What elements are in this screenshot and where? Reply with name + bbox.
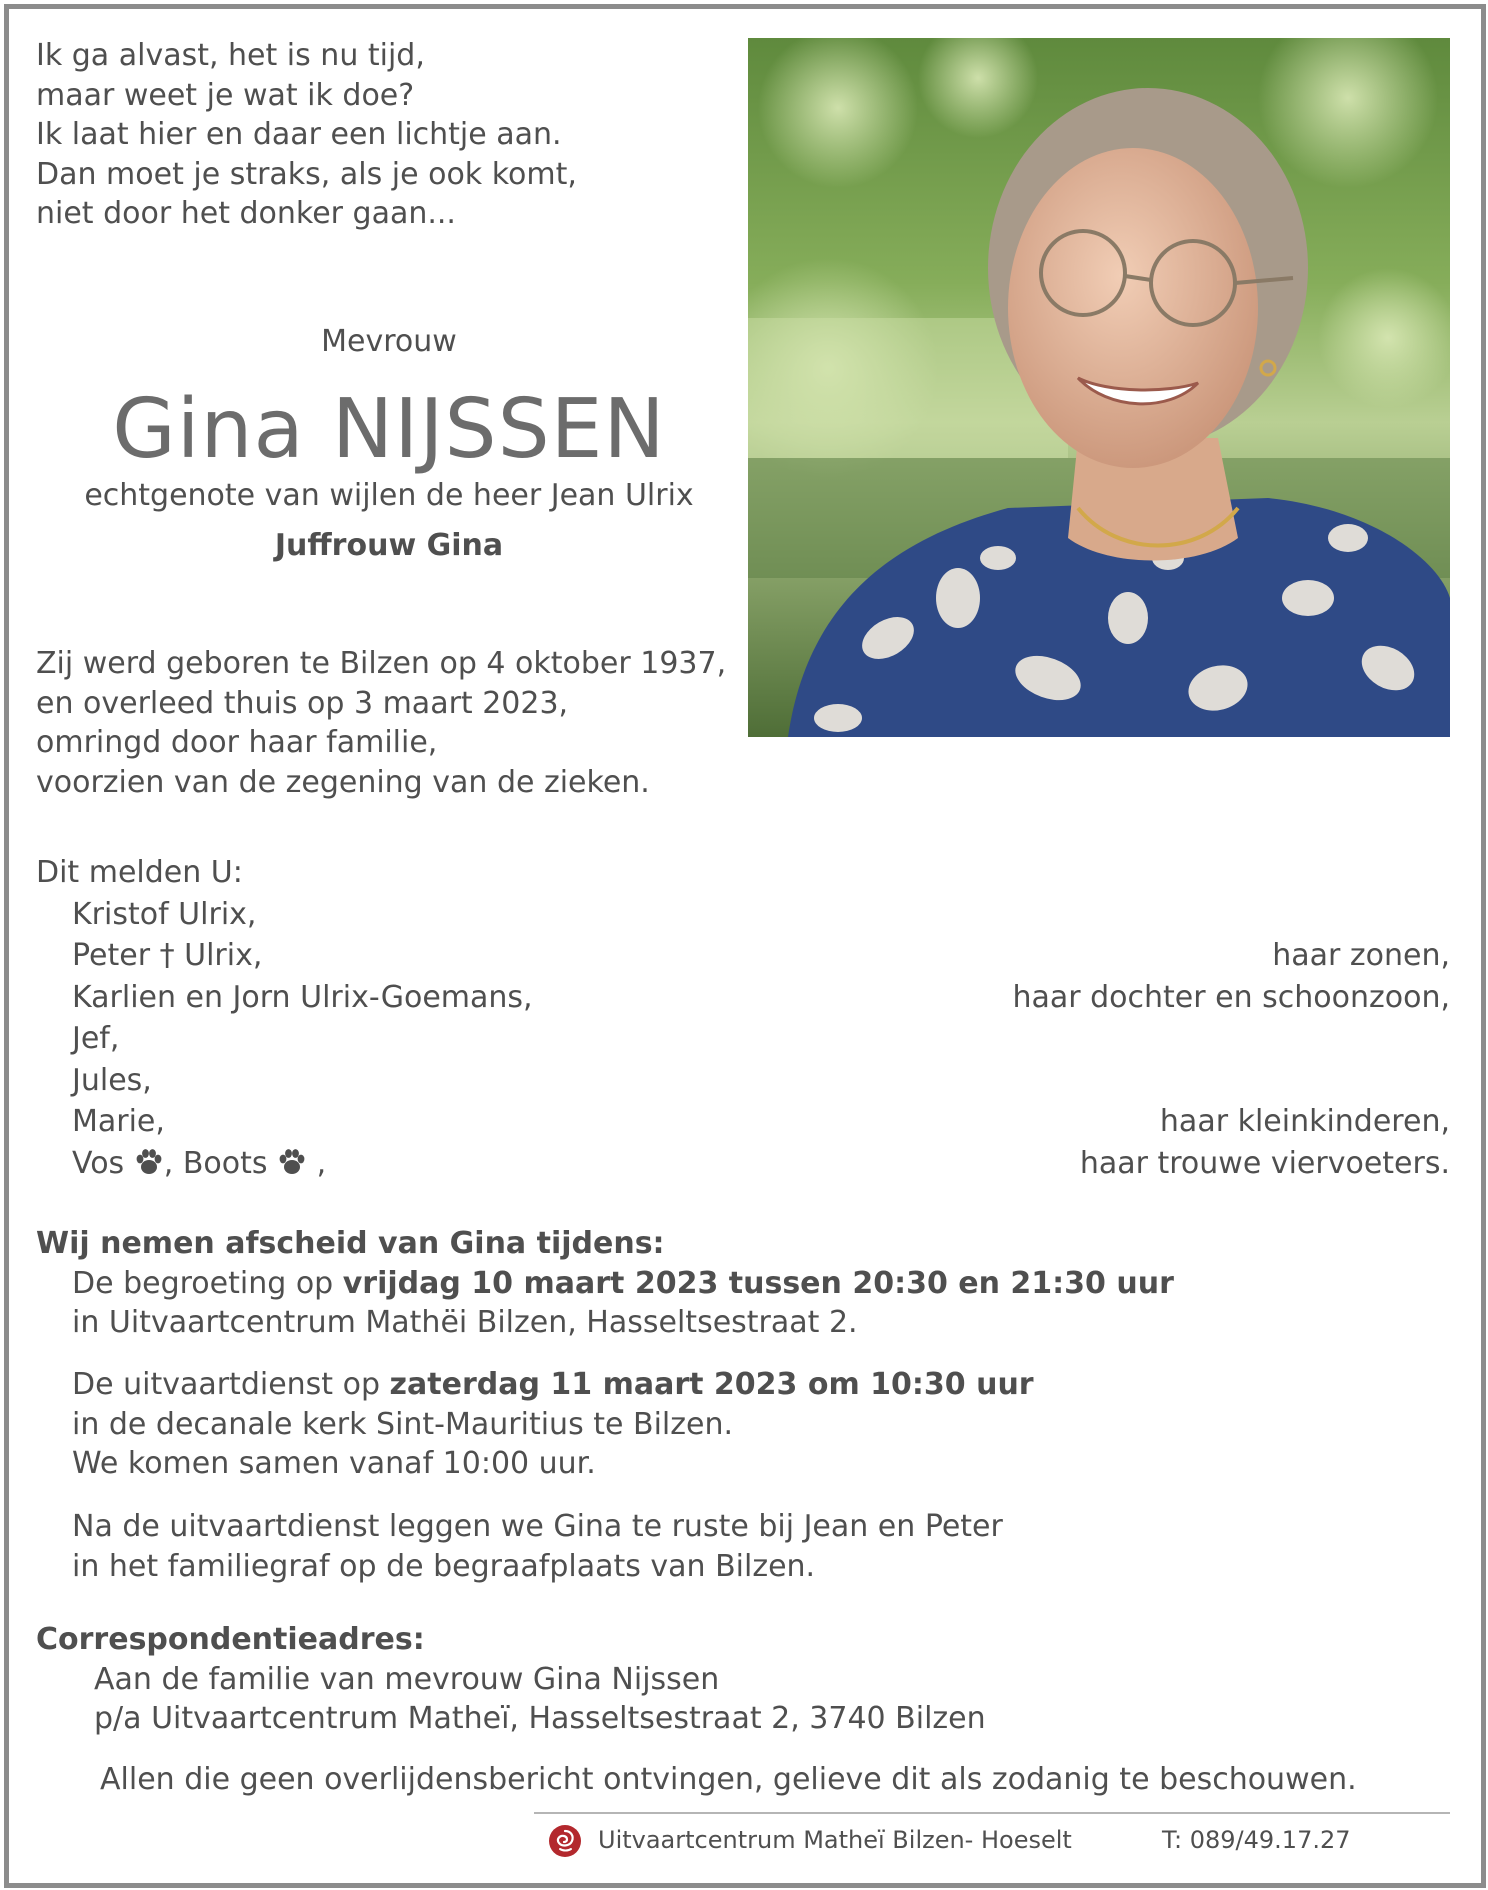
poem-line: niet door het donker gaan... (36, 196, 456, 231)
correspondence-heading: Correspondentieadres: (36, 1622, 425, 1657)
bio-line: voorzien van de zegening van de zieken. (36, 764, 650, 800)
correspondence-line: Aan de familie van mevrouw Gina Nijssen (94, 1661, 720, 1697)
biography (36, 644, 726, 802)
bio-line: en overleed thuis op 3 maart 2023, (36, 685, 569, 721)
burial-line: Na de uitvaartdienst leggen we Gina te ruste bij Jean en Peter (72, 1509, 1003, 1544)
paw-icon (134, 1148, 164, 1176)
pets-names (72, 1143, 326, 1185)
family-name: Jules, (72, 1062, 152, 1098)
poem-line: Ik laat hier en daar een lichtje aan. (36, 117, 562, 152)
family-row-pets (36, 1143, 1450, 1185)
burial-line: in het familiegraf op de begraafplaats van Bilzen. (72, 1548, 816, 1584)
footer-company: Uitvaartcentrum Matheï Bilzen- Hoeselt (598, 1826, 1072, 1854)
family-relation: haar trouwe viervoeters. (1079, 1145, 1450, 1181)
pet-end: , (316, 1145, 327, 1181)
greeting-prefix: De begroeting op (72, 1265, 343, 1301)
correspondence-section (36, 1620, 986, 1739)
rose-logo-icon (548, 1824, 582, 1858)
correspondence-line: p/a Uitvaartcentrum Matheï, Hasseltsestraat 2, 3740 Bilzen (94, 1701, 986, 1736)
service-when: zaterdag 11 maart 2023 om 10:30 uur (389, 1367, 1034, 1402)
deceased-nickname: Juffrouw Gina (274, 528, 504, 563)
footer-divider (534, 1812, 1450, 1814)
pet-separator: , (163, 1145, 174, 1181)
family-relation: haar kleinkinderen, (1159, 1104, 1450, 1139)
pet-name: Boots (182, 1145, 268, 1181)
family-list (36, 852, 1450, 1184)
paw-icon (277, 1148, 307, 1176)
family-row (36, 977, 1450, 1019)
poem-line: maar weet je wat ik doe? (36, 77, 415, 113)
family-row (36, 1060, 1450, 1102)
family-heading: Dit melden U: (36, 855, 243, 890)
family-row (36, 1018, 1450, 1060)
family-row (36, 1101, 1450, 1143)
greeting-place: in Uitvaartcentrum Mathëi Bilzen, Hasseltsestraat 2. (72, 1305, 858, 1340)
deceased-name: Gina NIJSSEN (112, 382, 666, 477)
family-row (36, 935, 1450, 977)
family-relation: haar dochter en schoonzoon, (1012, 979, 1450, 1015)
burial-section (36, 1507, 1003, 1586)
greeting-when: vrijdag 10 maart 2023 tussen 20:30 en 21:30 uur (342, 1265, 1174, 1301)
poem-line: Ik ga alvast, het is nu tijd, (36, 38, 425, 73)
service-prefix: De uitvaartdienst op (72, 1367, 390, 1402)
footer-phone: T: 089/49.17.27 (1162, 1826, 1351, 1854)
notice-text: Allen die geen overlijdensbericht ontvingen, gelieve dit als zodanig te beschouwen. (100, 1762, 1357, 1797)
service-section (36, 1365, 1034, 1484)
family-name: Karlien en Jorn Ulrix-Goemans, (72, 979, 533, 1015)
family-name: Kristof Ulrix, (72, 896, 257, 932)
service-place: in de decanale kerk Sint-Mauritius te Bilzen. (72, 1406, 733, 1442)
farewell-heading: Wij nemen afscheid van Gina tijdens: (36, 1226, 665, 1261)
deceased-spouse: echtgenote van wijlen de heer Jean Ulrix (84, 478, 694, 513)
bio-line: omringd door haar familie, (36, 725, 438, 760)
family-row (36, 894, 1450, 936)
bio-line: Zij werd geboren te Bilzen op 4 oktober 1937, (36, 646, 727, 681)
portrait-photo (748, 38, 1450, 737)
family-name: Jef, (72, 1021, 120, 1056)
greeting-line (36, 1264, 1174, 1304)
deceased-title: Mevrouw (321, 324, 457, 359)
poem (36, 36, 577, 234)
service-line (36, 1365, 1034, 1405)
pet-name: Vos (72, 1145, 125, 1181)
family-name: Peter † Ulrix, (72, 938, 263, 973)
service-gather: We komen samen vanaf 10:00 uur. (72, 1446, 596, 1481)
poem-line: Dan moet je straks, als je ook komt, (36, 156, 577, 192)
family-relation: haar zonen, (1272, 938, 1450, 973)
family-name: Marie, (72, 1104, 165, 1139)
farewell-section (36, 1224, 1174, 1343)
